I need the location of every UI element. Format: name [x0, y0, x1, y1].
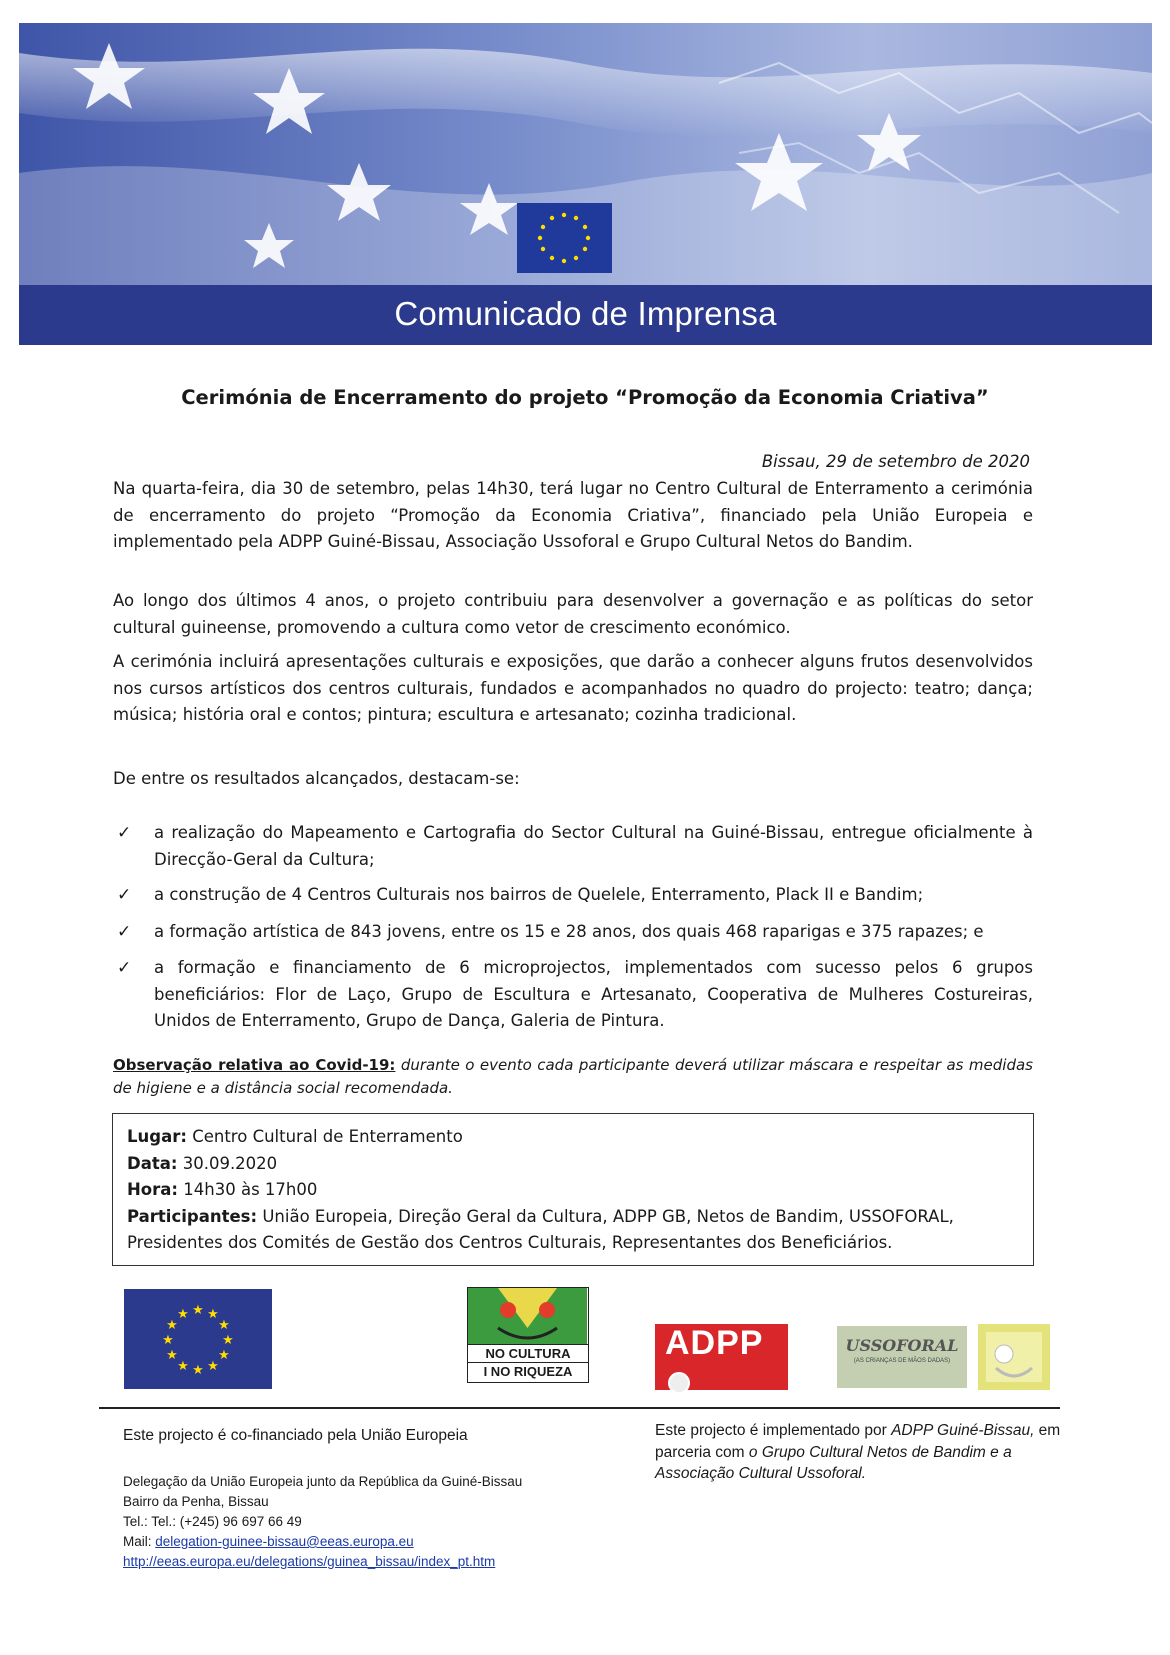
- covid-note-label: Observação relativa ao Covid-19:: [113, 1056, 396, 1074]
- list-item: [113, 820, 1033, 873]
- covid-note-text: durante o evento cada participante deverá utilizar máscara e respeitar as medidas de higiene e a distância social recomendada.: [113, 1056, 1033, 1097]
- paragraph-ceremony: A cerimónia incluirá apresentações culturais e exposições, que darão a conhecer alguns frutos desenvolvidos nos cursos artísticos dos centros culturais, fundados e acompanhados no quadro do projecto: teatro; dança; música; história oral e contos; pintura; escultura e artesanato; cozinha tradicional.: [113, 652, 1033, 724]
- document-title: Cerimónia de Encerramento do projeto “Promoção da Economia Criativa”: [181, 386, 989, 409]
- event-time: Hora: 14h30 às 17h00: [127, 1180, 318, 1199]
- checkmark-icon: ✓: [117, 823, 132, 843]
- svg-text:★: ★: [192, 1303, 204, 1318]
- ussoforal-logo-text: USSOFORAL: [845, 1336, 959, 1355]
- footer-address-line: Tel.: Tel.: (+245) 96 697 66 49: [123, 1514, 302, 1529]
- adpp-globe-icon: [668, 1372, 690, 1394]
- svg-text:★: ★: [192, 1363, 204, 1378]
- checkmark-icon: ✓: [117, 921, 132, 942]
- event-place: Lugar: Centro Cultural de Enterramento: [127, 1127, 463, 1146]
- footer-mail-line: Mail: delegation-guinee-bissau@eeas.europa.eu: [123, 1534, 414, 1549]
- svg-text:★: ★: [177, 1359, 189, 1374]
- svg-text:★: ★: [218, 1318, 230, 1333]
- ussoforal-logo: [837, 1326, 967, 1388]
- list-item-text: a formação artística de 843 jovens, entre os 15 e 28 anos, dos quais 468 raparigas e 375 rapazes; e: [154, 921, 984, 941]
- footer-cofinanced: Este projecto é co-financiado pela União Europeia: [123, 1427, 468, 1444]
- svg-text:★: ★: [166, 1318, 178, 1333]
- ussoforal-logo-subtitle: (AS CRIANÇAS DE MÃOS DADAS): [853, 1358, 951, 1364]
- svg-text:★: ★: [218, 1348, 230, 1363]
- list-item: [113, 919, 1033, 946]
- ussoforal-emblem-icon: [978, 1324, 1050, 1390]
- eu-flag-logo: [124, 1289, 272, 1389]
- paragraph-intro: Na quarta-feira, dia 30 de setembro, pelas 14h30, terá lugar no Centro Cultural de Enterramento a cerimónia de encerramento do projeto “Promoção da Economia Criativa”, financiado pela União Europeia e implementado pela ADPP Guiné-Bissau, Associação Ussoforal e Grupo Cultural Netos do Bandim.: [113, 479, 1033, 551]
- paragraph-results-intro: De entre os resultados alcançados, destacam-se:: [113, 769, 520, 788]
- no-cultura-emblem-icon: [468, 1288, 587, 1344]
- adpp-logo-subtitle: [655, 1400, 788, 1411]
- eu-flag-banner-image: [19, 23, 1152, 285]
- event-date: Data: 30.09.2020: [127, 1153, 278, 1173]
- list-item-text: a formação e financiamento de 6 microprojectos, implementados com sucesso pelos 6 grupos beneficiários: Flor de Laço, Grupo de Escultura e Artesanato, Cooperativa de Mulheres Costureiras, Unidos de Enterramento, Grupo de Dança, Galeria de Pintura.: [154, 958, 1033, 1030]
- list-item-text: a construção de 4 Centros Culturais nos bairros de Quelele, Enterramento, Plack II e Bandim;: [154, 885, 924, 904]
- checkmark-icon: ✓: [117, 885, 132, 905]
- paragraph-context: Ao longo dos últimos 4 anos, o projeto contribuiu para desenvolver a governação e as políticas do setor cultural guineense, promovendo a cultura como vetor de crescimento económico.: [113, 591, 1033, 637]
- event-participants: Participantes: União Europeia, Direção Geral da Cultura, ADPP GB, Netos de Bandim, USSOFORAL, Presidentes dos Comités de Gestão dos Centros Culturais, Representantes dos Beneficiários.: [127, 1206, 954, 1252]
- no-cultura-line2: I NO RIQUEZA: [468, 1362, 588, 1380]
- results-list: [113, 820, 1033, 1035]
- no-cultura-logo: [467, 1287, 589, 1383]
- adpp-logo: [655, 1324, 788, 1418]
- footer-address-line: Delegação da União Europeia junto da República da Guiné-Bissau: [123, 1474, 523, 1489]
- covid-note: [113, 1054, 1033, 1100]
- adpp-logo-subtitle2: Guiné-Bissau: [746, 1412, 780, 1418]
- list-item-text: a realização do Mapeamento e Cartografia do Sector Cultural na Guiné-Bissau, entregue oficialmente à Direcção-Geral da Cultura;: [154, 823, 1033, 869]
- footer-address-line: Bairro da Penha, Bissau: [123, 1494, 269, 1509]
- svg-text:★: ★: [162, 1333, 174, 1348]
- footer-address: [123, 1472, 522, 1572]
- event-info-box: [112, 1113, 1034, 1266]
- footer-implemented-by: Este projecto é implementado por ADPP Guiné-Bissau, em parceria com o Grupo Cultural Netos de Bandim e a Associação Cultural Ussoforal.: [655, 1422, 1061, 1482]
- svg-text:★: ★: [207, 1359, 219, 1374]
- eu-flag-small-icon: [517, 203, 612, 273]
- press-banner: [19, 23, 1152, 345]
- svg-text:★: ★: [177, 1307, 189, 1322]
- svg-text:★: ★: [222, 1333, 234, 1348]
- banner-title: Comunicado de Imprensa: [394, 295, 777, 332]
- footer-mail-link[interactable]: delegation-guinee-bissau@eeas.europa.eu: [155, 1534, 414, 1549]
- footer-divider: [99, 1407, 1060, 1409]
- no-cultura-line1: NO CULTURA: [485, 1346, 571, 1361]
- svg-text:★: ★: [166, 1348, 178, 1363]
- footer-website-link[interactable]: http://eeas.europa.eu/delegations/guinea_bissau/index_pt.htm: [123, 1554, 496, 1569]
- svg-text:★: ★: [207, 1307, 219, 1322]
- dateline: Bissau, 29 de setembro de 2020: [761, 452, 1030, 471]
- list-item: [113, 882, 1033, 909]
- checkmark-icon: ✓: [117, 958, 132, 978]
- adpp-logo-text: ADPP: [665, 1324, 764, 1362]
- list-item: [113, 955, 1033, 1035]
